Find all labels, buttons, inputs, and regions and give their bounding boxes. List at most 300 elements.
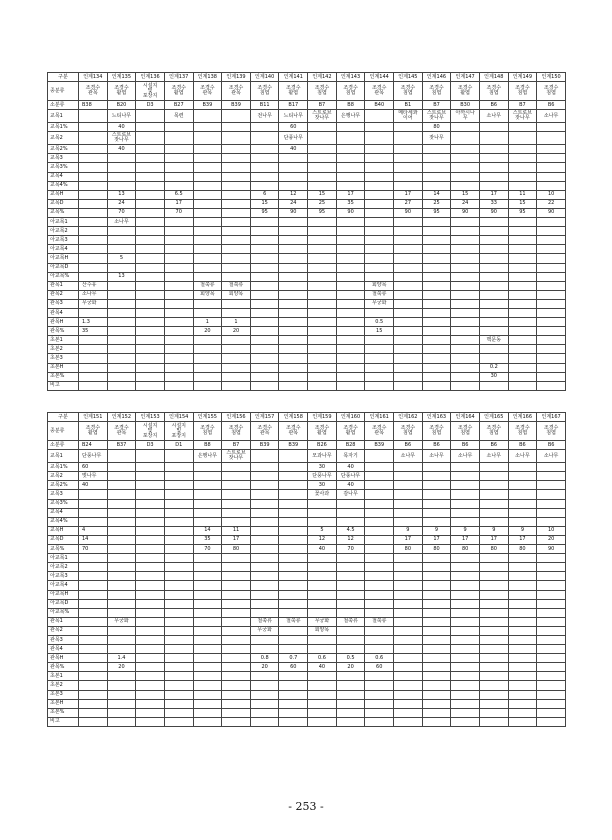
table-cell xyxy=(279,681,308,690)
table-cell xyxy=(479,154,508,163)
table-cell xyxy=(107,626,136,635)
table-cell xyxy=(508,508,537,517)
table-cell xyxy=(250,236,279,245)
table-cell: 9 xyxy=(422,526,451,535)
row-label: 교목1 xyxy=(48,450,79,463)
table-row xyxy=(48,236,566,245)
table-cell xyxy=(136,554,165,563)
table-cell xyxy=(537,272,566,281)
table-cell xyxy=(79,272,108,281)
table-cell xyxy=(451,245,480,254)
table-cell xyxy=(222,517,251,526)
table-cell: 조경수 침엽 xyxy=(308,82,337,101)
table-cell xyxy=(308,508,337,517)
row-label: 교목1% xyxy=(48,123,79,132)
table-cell xyxy=(479,645,508,654)
table-cell xyxy=(365,599,394,608)
table-cell: 1 xyxy=(222,318,251,327)
table-cell xyxy=(308,581,337,590)
table-cell xyxy=(164,517,193,526)
row-label: 소분류 xyxy=(48,101,79,110)
table-cell xyxy=(79,308,108,317)
table-row xyxy=(48,635,566,644)
table-cell xyxy=(508,281,537,290)
table-cell xyxy=(451,608,480,617)
table-cell: 소나무 xyxy=(479,450,508,463)
table-cell xyxy=(279,690,308,699)
table-cell xyxy=(107,336,136,345)
table-cell xyxy=(336,181,365,190)
table-cell xyxy=(136,535,165,544)
table-cell xyxy=(336,645,365,654)
table-cell xyxy=(537,554,566,563)
table-cell xyxy=(136,572,165,581)
table-cell xyxy=(336,372,365,381)
row-label: 초본% xyxy=(48,708,79,717)
table-cell xyxy=(508,681,537,690)
table-cell xyxy=(336,499,365,508)
table-cell xyxy=(279,545,308,554)
table-cell xyxy=(279,254,308,263)
column-header: 인계154 xyxy=(164,413,193,422)
table-row xyxy=(48,363,566,372)
table-cell xyxy=(222,645,251,654)
table-cell xyxy=(508,132,537,145)
table-cell xyxy=(222,208,251,217)
table-cell xyxy=(451,717,480,726)
table-cell xyxy=(479,254,508,263)
table-cell xyxy=(222,472,251,481)
table-row xyxy=(48,717,566,726)
table-cell xyxy=(107,318,136,327)
table-cell xyxy=(279,299,308,308)
table-cell xyxy=(79,110,108,123)
row-label: 교목1% xyxy=(48,463,79,472)
table-cell xyxy=(164,645,193,654)
table-cell xyxy=(164,163,193,172)
table-cell xyxy=(365,490,394,499)
table-cell xyxy=(308,708,337,717)
table-cell xyxy=(336,599,365,608)
column-header: 인계140 xyxy=(250,73,279,82)
table-cell xyxy=(279,535,308,544)
row-label: 비고 xyxy=(48,381,79,390)
table-cell xyxy=(336,218,365,227)
row-label: 관목1 xyxy=(48,617,79,626)
table-row xyxy=(48,154,566,163)
table-cell xyxy=(308,572,337,581)
column-header: 인계157 xyxy=(250,413,279,422)
table-row xyxy=(48,299,566,308)
table-cell xyxy=(394,132,423,145)
table-cell xyxy=(365,172,394,181)
table-cell: B40 xyxy=(365,101,394,110)
table-cell xyxy=(537,363,566,372)
table-cell xyxy=(394,336,423,345)
table-cell: 조경수 침엽 xyxy=(250,82,279,101)
table-cell xyxy=(508,617,537,626)
table-cell xyxy=(537,132,566,145)
row-label: 교목1 xyxy=(48,110,79,123)
table-cell xyxy=(422,154,451,163)
table-cell xyxy=(422,272,451,281)
table-cell: 40 xyxy=(79,481,108,490)
table-cell xyxy=(79,508,108,517)
table-cell: 시설지 및 포장지 xyxy=(136,422,165,441)
table-row xyxy=(48,290,566,299)
table-cell xyxy=(394,681,423,690)
column-header: 인계163 xyxy=(422,413,451,422)
table-cell: 0.6 xyxy=(365,654,394,663)
table-cell xyxy=(164,599,193,608)
table-cell xyxy=(336,272,365,281)
table-cell: B39 xyxy=(365,441,394,450)
table-cell xyxy=(422,336,451,345)
table-cell xyxy=(164,626,193,635)
table-cell xyxy=(79,499,108,508)
table-row xyxy=(48,699,566,708)
table-cell xyxy=(193,372,222,381)
table-cell xyxy=(479,581,508,590)
table-row xyxy=(48,101,566,110)
table-cell xyxy=(222,372,251,381)
table-cell: 17 xyxy=(164,199,193,208)
table-cell xyxy=(394,563,423,572)
table-cell xyxy=(422,345,451,354)
table-cell xyxy=(422,663,451,672)
table-cell xyxy=(79,490,108,499)
table-cell xyxy=(479,163,508,172)
table-cell: 90 xyxy=(479,208,508,217)
row-label: 소분류 xyxy=(48,441,79,450)
table-cell xyxy=(222,554,251,563)
table-cell: 12 xyxy=(336,535,365,544)
table-cell xyxy=(479,290,508,299)
row-label: 초본2 xyxy=(48,345,79,354)
table-row xyxy=(48,132,566,145)
table-cell xyxy=(394,318,423,327)
table-cell xyxy=(308,154,337,163)
table-cell xyxy=(479,590,508,599)
table-cell xyxy=(508,145,537,154)
table-cell: 산수유 xyxy=(79,281,108,290)
table-cell xyxy=(107,572,136,581)
row-label: 교목4% xyxy=(48,181,79,190)
table-row xyxy=(48,281,566,290)
table-cell xyxy=(136,708,165,717)
table-cell xyxy=(422,227,451,236)
table-cell xyxy=(164,672,193,681)
row-label: 관목3 xyxy=(48,635,79,644)
table-cell xyxy=(508,554,537,563)
table-cell xyxy=(136,308,165,317)
row-label: 관목H xyxy=(48,318,79,327)
table-cell xyxy=(250,463,279,472)
table-cell xyxy=(279,327,308,336)
table-row xyxy=(48,208,566,217)
table-cell xyxy=(422,236,451,245)
table-cell xyxy=(422,645,451,654)
table-cell xyxy=(336,145,365,154)
table-cell: 조경수 침엽 xyxy=(336,82,365,101)
table-cell xyxy=(250,132,279,145)
table-cell xyxy=(537,245,566,254)
table-cell xyxy=(164,572,193,581)
table-cell xyxy=(394,599,423,608)
table-cell xyxy=(193,345,222,354)
table-cell xyxy=(479,617,508,626)
table-cell xyxy=(107,181,136,190)
table-cell xyxy=(193,481,222,490)
table-cell xyxy=(136,290,165,299)
table-cell: 11 xyxy=(222,526,251,535)
table-cell: 60 xyxy=(279,123,308,132)
table-cell xyxy=(451,690,480,699)
table-cell xyxy=(422,572,451,581)
table-cell xyxy=(365,472,394,481)
table-cell xyxy=(107,717,136,726)
table-cell xyxy=(136,163,165,172)
table-cell xyxy=(508,236,537,245)
table-cell: 24 xyxy=(451,199,480,208)
table-cell xyxy=(222,245,251,254)
table-cell xyxy=(250,699,279,708)
table-cell: 10 xyxy=(537,190,566,199)
table-cell: 0.8 xyxy=(250,654,279,663)
table-cell xyxy=(279,626,308,635)
row-label: 관목2 xyxy=(48,290,79,299)
table-cell xyxy=(336,299,365,308)
table-cell xyxy=(451,699,480,708)
table-cell: 아까시나 무 xyxy=(451,110,480,123)
table-cell xyxy=(537,308,566,317)
table-cell xyxy=(164,708,193,717)
table-cell: 무궁화 xyxy=(107,617,136,626)
table-cell: 17 xyxy=(479,190,508,199)
table-cell xyxy=(394,281,423,290)
table-cell xyxy=(164,617,193,626)
table-cell xyxy=(107,481,136,490)
table-row xyxy=(48,381,566,390)
table-cell: 조경수 침엽 xyxy=(537,82,566,101)
table-cell xyxy=(193,517,222,526)
table-cell xyxy=(336,254,365,263)
table-cell xyxy=(193,218,222,227)
table-cell xyxy=(250,363,279,372)
table-cell xyxy=(279,272,308,281)
table-cell xyxy=(537,236,566,245)
table-cell: 12 xyxy=(308,535,337,544)
table-cell xyxy=(451,327,480,336)
table-cell xyxy=(336,690,365,699)
table-cell xyxy=(336,554,365,563)
table-cell xyxy=(365,463,394,472)
table-cell xyxy=(451,263,480,272)
table-row xyxy=(48,263,566,272)
table-cell: 스트로브 잣나무 xyxy=(222,450,251,463)
table-cell xyxy=(136,245,165,254)
table-cell: 90 xyxy=(336,208,365,217)
table-cell xyxy=(136,299,165,308)
column-header: 인계156 xyxy=(222,413,251,422)
table-cell xyxy=(537,354,566,363)
table-cell xyxy=(222,181,251,190)
table-cell: 조경수 관목 xyxy=(79,82,108,101)
table-cell xyxy=(164,272,193,281)
table-cell xyxy=(222,654,251,663)
table-cell xyxy=(394,154,423,163)
table-cell xyxy=(308,245,337,254)
table-row xyxy=(48,590,566,599)
table-cell: 시설지 및 포장지 xyxy=(136,82,165,101)
table-cell: 은행나무 xyxy=(336,110,365,123)
table-cell: 1 xyxy=(193,318,222,327)
table-cell xyxy=(336,281,365,290)
table-cell xyxy=(250,254,279,263)
table-cell xyxy=(222,699,251,708)
table-cell xyxy=(193,363,222,372)
table-cell xyxy=(537,163,566,172)
table-cell xyxy=(365,132,394,145)
table-cell: 90 xyxy=(537,208,566,217)
table-cell: 무궁화 xyxy=(250,626,279,635)
table-cell: 소나무 xyxy=(508,450,537,463)
table-row xyxy=(48,690,566,699)
table-cell xyxy=(451,154,480,163)
table-row xyxy=(48,181,566,190)
table-cell xyxy=(336,517,365,526)
table-cell: 조경수 활엽 xyxy=(79,422,108,441)
table-cell xyxy=(164,563,193,572)
table-cell xyxy=(250,599,279,608)
table-cell xyxy=(394,481,423,490)
table-row xyxy=(48,608,566,617)
table-cell xyxy=(164,218,193,227)
table-cell: 90 xyxy=(394,208,423,217)
table-cell xyxy=(250,563,279,572)
column-header: 인계142 xyxy=(308,73,337,82)
table-cell xyxy=(79,517,108,526)
table-cell xyxy=(394,517,423,526)
table-cell: 60 xyxy=(279,663,308,672)
table-cell xyxy=(537,645,566,654)
table-cell xyxy=(107,345,136,354)
table-cell xyxy=(136,517,165,526)
table-cell xyxy=(394,272,423,281)
table-cell xyxy=(365,254,394,263)
table-cell xyxy=(308,717,337,726)
table-cell xyxy=(365,263,394,272)
table-cell xyxy=(308,327,337,336)
table-cell: 조경수 침엽 xyxy=(222,422,251,441)
table-cell xyxy=(136,717,165,726)
table-cell xyxy=(336,236,365,245)
header-label: 구분 xyxy=(48,73,79,82)
table-row xyxy=(48,110,566,123)
table-cell xyxy=(308,290,337,299)
table-cell xyxy=(508,572,537,581)
table-cell xyxy=(136,154,165,163)
table-cell xyxy=(394,472,423,481)
table-cell xyxy=(193,681,222,690)
table-cell xyxy=(279,218,308,227)
table-cell: 조경수 침엽 xyxy=(193,422,222,441)
table-cell xyxy=(394,626,423,635)
table-cell: 80 xyxy=(479,545,508,554)
table-cell xyxy=(422,499,451,508)
table-cell xyxy=(279,608,308,617)
table-cell xyxy=(308,354,337,363)
table-cell xyxy=(107,381,136,390)
table-cell xyxy=(136,608,165,617)
table-cell xyxy=(365,227,394,236)
table-cell xyxy=(222,163,251,172)
table-cell xyxy=(222,154,251,163)
table-cell: 4 xyxy=(79,526,108,535)
column-header: 인계151 xyxy=(79,413,108,422)
table-cell: 17 xyxy=(508,535,537,544)
table-cell: 10 xyxy=(537,526,566,535)
table-cell xyxy=(394,699,423,708)
table-cell xyxy=(164,345,193,354)
table-cell xyxy=(164,681,193,690)
table-cell xyxy=(164,123,193,132)
table-cell xyxy=(422,472,451,481)
table-cell xyxy=(394,508,423,517)
table-cell xyxy=(79,199,108,208)
table-cell xyxy=(136,236,165,245)
table-cell xyxy=(394,654,423,663)
row-label: 아교목2 xyxy=(48,227,79,236)
table-cell xyxy=(394,123,423,132)
row-label: 관목4 xyxy=(48,308,79,317)
table-cell xyxy=(250,708,279,717)
table-cell xyxy=(422,626,451,635)
table-cell xyxy=(422,363,451,372)
table-cell xyxy=(479,517,508,526)
table-cell: 소나무 xyxy=(537,110,566,123)
table-cell xyxy=(537,463,566,472)
table-cell xyxy=(422,318,451,327)
table-cell xyxy=(164,132,193,145)
table-cell xyxy=(79,132,108,145)
table-cell: 17 xyxy=(394,535,423,544)
table-cell xyxy=(222,263,251,272)
table-cell xyxy=(508,481,537,490)
table-cell: 소나무 xyxy=(107,218,136,227)
table-cell xyxy=(537,281,566,290)
table-cell xyxy=(508,563,537,572)
table-cell xyxy=(107,363,136,372)
table-cell xyxy=(250,499,279,508)
table-cell xyxy=(222,336,251,345)
column-header: 인계139 xyxy=(222,73,251,82)
table-cell xyxy=(136,654,165,663)
table-cell xyxy=(164,281,193,290)
table-cell xyxy=(193,199,222,208)
table-cell: 무궁화 xyxy=(79,299,108,308)
table-cell xyxy=(394,499,423,508)
table-cell: 조경수 침엽 xyxy=(479,82,508,101)
table-cell xyxy=(308,517,337,526)
table-cell xyxy=(308,645,337,654)
column-header: 인계167 xyxy=(537,413,566,422)
table-cell: 단풍나무 xyxy=(308,472,337,481)
table-cell xyxy=(308,172,337,181)
table-cell xyxy=(279,717,308,726)
table-cell xyxy=(79,554,108,563)
table-cell xyxy=(136,450,165,463)
